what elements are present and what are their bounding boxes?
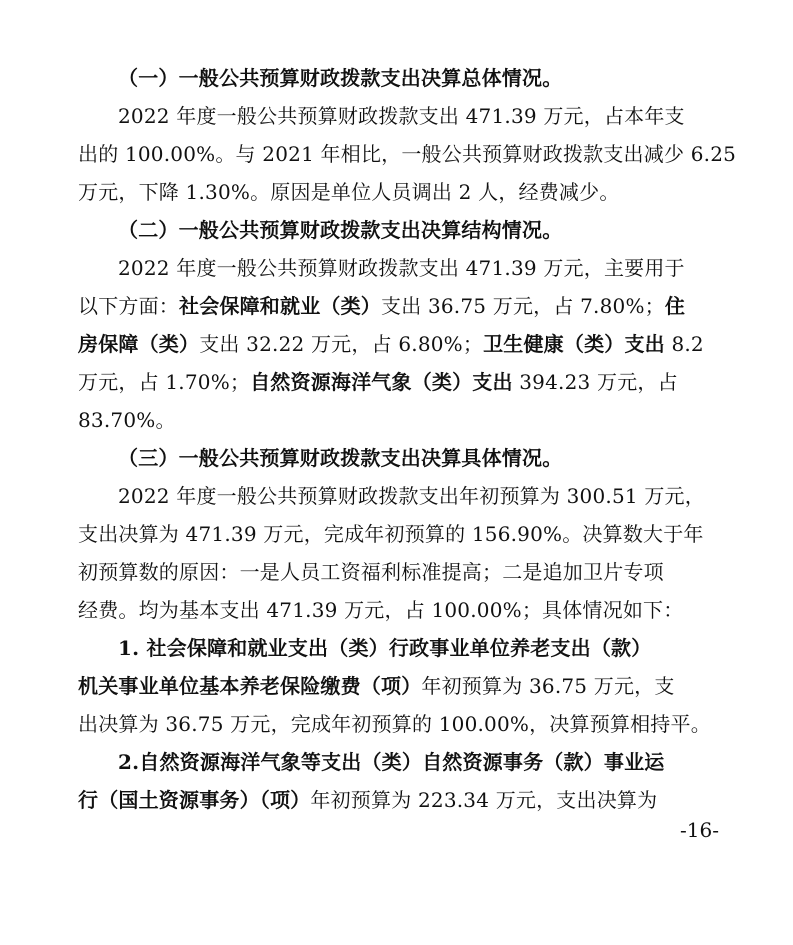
paragraph-line <box>78 180 718 204</box>
text-segment-bold: 1. 社会保障和就业支出（类）行政事业单位养老支出（款） <box>118 636 652 660</box>
text-segment: 万元，下降 1.30%。原因是单位人员调出 2 人，经费减少。 <box>78 180 620 204</box>
paragraph-line <box>118 256 758 280</box>
text-segment: 2022 年度一般公共预算财政拨款支出年初预算为 300.51 万元， <box>118 484 705 508</box>
text-segment: 8.2 <box>664 332 704 356</box>
text-segment: 年初预算为 36.75 万元，支 <box>421 674 675 698</box>
section-heading-3 <box>118 446 758 470</box>
text-segment-bold: 住 <box>664 294 686 318</box>
text-segment-bold: 社会保障和就业（类） <box>179 294 381 318</box>
paragraph-line <box>78 674 718 698</box>
text-segment-bold: 行（国土资源事务）（项） <box>78 788 311 812</box>
section-heading-1 <box>118 66 758 90</box>
text-segment-bold: 2.自然资源海洋气象等支出（类）自然资源事务（款）事业运 <box>118 750 665 774</box>
heading-text: （一）一般公共预算财政拨款支出决算总体情况。 <box>118 66 563 90</box>
heading-text: （三）一般公共预算财政拨款支出决算具体情况。 <box>118 446 563 470</box>
text-segment: 以下方面： <box>78 294 179 318</box>
text-segment: 2022 年度一般公共预算财政拨款支出 471.39 万元，占本年支 <box>118 104 685 128</box>
paragraph-line <box>78 408 718 432</box>
text-segment-bold: 房保障（类） <box>78 332 200 356</box>
paragraph-line <box>118 104 758 128</box>
heading-text: （二）一般公共预算财政拨款支出决算结构情况。 <box>118 218 563 242</box>
text-segment: 支出决算为 471.39 万元，完成年初预算的 156.90%。决算数大于年 <box>78 522 704 546</box>
page-number: -16- <box>680 818 719 842</box>
paragraph-line <box>118 484 758 508</box>
text-segment: 年初预算为 223.34 万元，支出决算为 <box>310 788 658 812</box>
text-segment-bold: 自然资源海洋气象（类）支出 <box>250 370 513 394</box>
text-segment: 394.23 万元，占 <box>512 370 678 394</box>
paragraph-line <box>78 560 718 584</box>
paragraph-line <box>78 598 718 622</box>
item-heading-2 <box>118 750 758 774</box>
paragraph-line <box>78 370 718 394</box>
text-segment-bold: 卫生健康（类）支出 <box>483 332 665 356</box>
text-segment: 支出 32.22 万元，占 6.80%； <box>199 332 484 356</box>
paragraph-line <box>78 788 718 812</box>
paragraph-line <box>78 294 718 318</box>
text-segment: 出决算为 36.75 万元，完成年初预算的 100.00%，决算预算相持平。 <box>78 712 711 736</box>
item-heading-1 <box>118 636 758 660</box>
text-segment: 2022 年度一般公共预算财政拨款支出 471.39 万元，主要用于 <box>118 256 685 280</box>
paragraph-line <box>78 712 718 736</box>
paragraph-line <box>78 142 737 166</box>
text-segment: 万元，占 1.70%； <box>78 370 251 394</box>
text-segment: 初预算数的原因：一是人员工资福利标准提高；二是追加卫片专项 <box>78 560 664 584</box>
paragraph-line <box>78 332 718 356</box>
text-segment: 支出 36.75 万元，占 7.80%； <box>381 294 665 318</box>
section-heading-2 <box>118 218 758 242</box>
text-segment-bold: 机关事业单位基本养老保险缴费（项） <box>78 674 422 698</box>
paragraph-line <box>78 522 718 546</box>
text-segment: 经费。均为基本支出 471.39 万元，占 100.00%；具体情况如下： <box>78 598 684 622</box>
text-segment: 出的 100.00%。与 2021 年相比，一般公共预算财政拨款支出减少 6.25 <box>78 142 737 166</box>
text-segment: 83.70%。 <box>78 408 176 432</box>
